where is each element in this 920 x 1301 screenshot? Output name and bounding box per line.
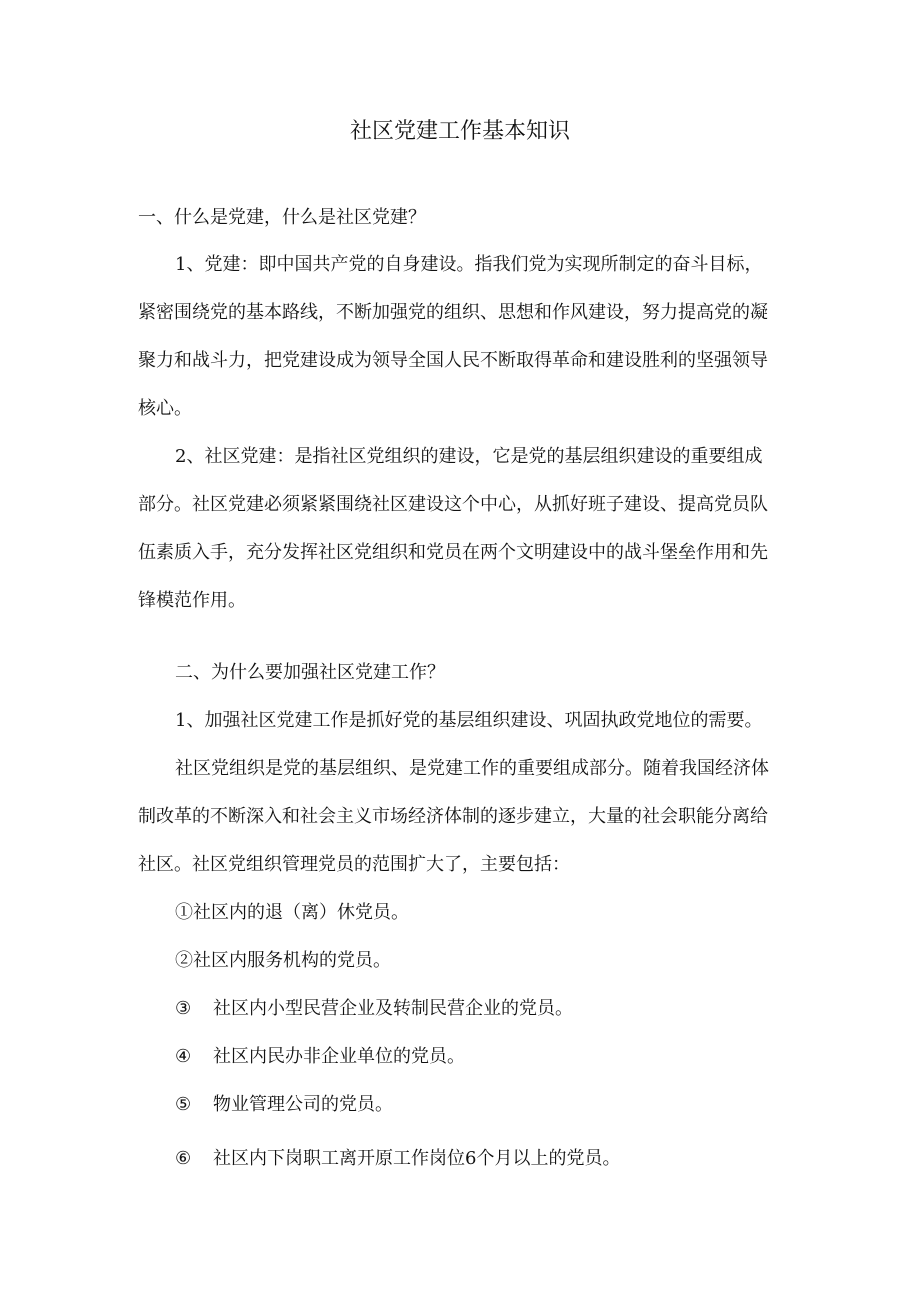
list-item-text: 物业管理公司的党员。 (213, 1094, 393, 1115)
list-item-mark: ② (175, 950, 193, 971)
s1-p1-line-3: 聚力和战斗力，把党建设成为领导全国人民不断取得革命和建设胜利的坚强领导 (138, 350, 768, 371)
list-item-mark: ⑤ (175, 1094, 192, 1115)
section-2-heading: 二、为什么要加强社区党建工作？ (175, 662, 445, 683)
list-item-mark: ⑥ (175, 1148, 192, 1169)
list-item-text: 社区内的退（离）休党员。 (193, 902, 409, 923)
s2-p2-line-3: 社区。社区党组织管理党员的范围扩大了，主要包括： (138, 854, 570, 875)
list-item (175, 946, 391, 972)
list-item (175, 898, 409, 924)
s1-p1-line-2: 紧密围绕党的基本路线，不断加强党的组织、思想和作风建设，努力提高党的凝 (138, 302, 768, 323)
list-item-text: 社区内民办非企业单位的党员。 (213, 1046, 465, 1067)
s2-p2-line-1: 社区党组织是党的基层组织、是党建工作的重要组成部分。随着我国经济体 (175, 758, 769, 779)
s1-p1-line-4: 核心。 (138, 398, 192, 419)
list-item-mark: ① (175, 902, 193, 923)
list-item-text: 社区内服务机构的党员。 (193, 950, 391, 971)
list-item-text: 社区内小型民营企业及转制民营企业的党员。 (213, 998, 573, 1019)
s1-p2-line-3: 伍素质入手，充分发挥社区党组织和党员在两个文明建设中的战斗堡垒作用和先 (138, 542, 768, 563)
list-item (175, 1144, 620, 1170)
s1-p2-line-4: 锋模范作用。 (138, 590, 246, 611)
list-item-mark: ④ (175, 1046, 192, 1067)
list-item-mark: ③ (175, 998, 192, 1019)
s2-p1: 1、加强社区党建工作是抓好党的基层组织建设、巩固执政党地位的需要。 (175, 710, 763, 731)
section-1-heading: 一、什么是党建，什么是社区党建？ (138, 207, 426, 228)
page-title: 社区党建工作基本知识 (349, 119, 570, 144)
s1-p2-line-2: 部分。社区党建必须紧紧围绕社区建设这个中心，从抓好班子建设、提高党员队 (138, 494, 768, 515)
s1-p1-line-1: 1、党建：即中国共产党的自身建设。指我们党为实现所制定的奋斗目标， (175, 254, 763, 275)
list-item-text: 社区内下岗职工离开原工作岗位6个月以上的党员。 (213, 1148, 621, 1169)
s1-p2-line-1: 2、社区党建：是指社区党组织的建设，它是党的基层组织建设的重要组成 (175, 446, 763, 467)
list-item (175, 1090, 393, 1116)
list-item (175, 994, 573, 1020)
list-item (175, 1042, 465, 1068)
s2-p2-line-2: 制改革的不断深入和社会主义市场经济体制的逐步建立，大量的社会职能分离给 (138, 806, 768, 827)
